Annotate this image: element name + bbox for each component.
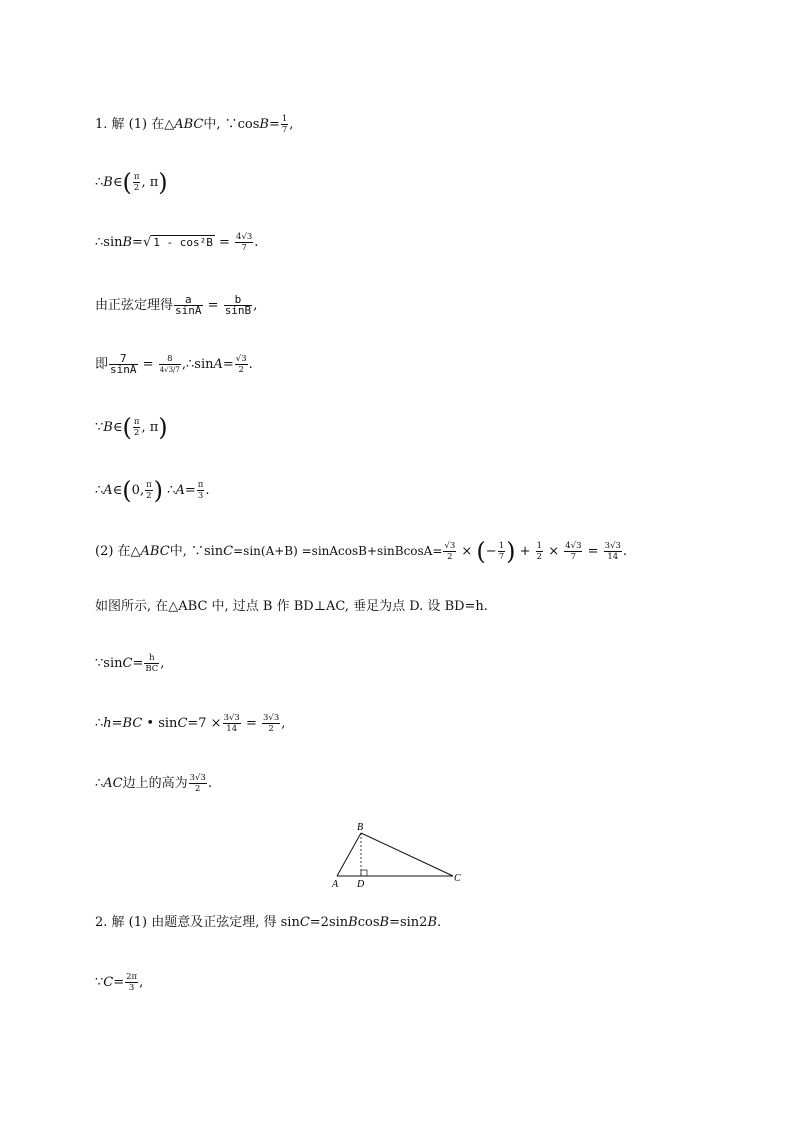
fraction [443,541,456,562]
text: × [457,544,477,559]
text: (2) 在△ [95,544,141,559]
den: 2 [133,428,140,438]
den: sinB [224,304,252,317]
fraction [224,295,253,316]
num: 3√3 [223,713,240,723]
text: ∈ [112,175,123,190]
text: = [222,357,234,372]
solution-1-line-12 [95,773,212,794]
num: 3√3 [263,713,280,723]
sqrt: 1 - cos²B [153,236,213,249]
var: B [348,915,358,930]
paren: ( [122,413,132,442]
fraction [604,541,622,562]
triangle-figure [328,820,468,892]
num: 3√3 [604,541,621,551]
paren: ( [476,537,486,566]
var: B [122,235,133,250]
text: = [132,235,143,250]
text: 2. 解 (1) 由题意及正弦定理, 得 sin [95,915,300,930]
text: , π [141,175,159,190]
text: 1. 解 (1) 在△ [95,117,175,132]
num: h [144,653,159,664]
den: 14 [607,552,619,562]
text: , [289,117,294,132]
solution-2-line-1 [95,914,441,932]
label-d: D [357,879,365,890]
paren: ( [122,168,132,197]
text: . [437,915,442,930]
fraction [536,541,543,562]
text: ∴ [95,483,104,498]
var: ABC [140,544,170,559]
text: ∈ [112,483,123,498]
den: 2 [447,552,453,562]
solution-2-line-2 [95,972,143,993]
fraction [144,653,159,674]
paren: ) [153,476,164,505]
text: 由正弦定理得 [95,298,174,313]
fraction [133,172,141,193]
solution-1-line-7 [95,476,210,505]
den: 7 [281,125,288,135]
fraction [564,541,582,562]
label-a: A [332,879,339,890]
solution-1-line-3: ∴sinB=√ 1 - cos²B = $\frac{4√3}{7}$ . [95,232,259,253]
var: B [103,420,113,435]
num: 1 [498,541,505,551]
text: × [544,544,564,559]
var: h=BC [103,716,143,731]
label-b: B [357,822,364,833]
text: ∈ [112,420,123,435]
text: . [248,357,253,372]
var: C [223,544,234,559]
fraction [125,972,138,993]
var: B [427,915,437,930]
solution-1-line-11 [95,713,285,734]
fraction [223,713,241,734]
var: A [103,483,113,498]
text: ∴ [95,716,104,731]
num: π [133,172,140,182]
text: = [113,975,125,990]
paren: ) [158,168,168,197]
num: √3 [235,354,247,364]
fraction [235,232,253,253]
var: AC [103,776,123,791]
var: A [175,483,185,498]
text: 中, ∵sin [169,544,224,559]
var: C [299,915,310,930]
num: 7 [109,354,138,365]
var: C [177,716,188,731]
solution-1-line-9 [95,598,488,616]
num: π [133,417,140,427]
num: 4√3 [565,541,582,551]
den: 2 [268,724,274,734]
text: , [281,716,286,731]
text: = [583,544,603,559]
den: 2 [238,365,244,375]
text: = [203,298,223,313]
den: BC [145,664,159,674]
text: =sin2 [389,915,428,930]
den: 3 [197,491,204,501]
num: a [174,295,203,306]
text: . [254,235,259,250]
solution-1-line-6 [95,413,168,442]
text: ∴ [95,175,104,190]
num: 1 [281,114,288,124]
side-bc [361,833,453,876]
var: B [259,117,269,132]
den: 2 [133,183,140,193]
text: ∵ [95,975,104,990]
fraction [189,773,207,794]
den: 4√3/7 [159,366,180,374]
text: 即 [95,357,109,372]
text: ∴ [95,776,104,791]
text: . [207,776,213,791]
right-angle-mark [361,870,367,876]
paren: ) [158,413,168,442]
num: π [197,480,204,490]
var: B [103,175,113,190]
solution-1-line-5 [95,354,253,375]
paren: ) [506,537,516,566]
text: cos [357,915,380,930]
var: C [122,656,133,671]
fraction [174,295,203,316]
den: sinA [110,363,137,376]
text: ∵ [95,420,104,435]
num: 1 [536,541,543,551]
fraction [197,480,205,501]
solution-1-line-4 [95,295,257,316]
fraction [498,541,505,562]
text: + [515,544,535,559]
solution-1-line-10 [95,653,164,674]
text: 边上的高为 [122,776,188,791]
den: 2 [195,784,201,794]
text: , [139,975,144,990]
text: . [205,483,210,498]
text: • sin [142,716,178,731]
num: 4√3 [236,232,253,242]
var: C [103,975,114,990]
side-ab [337,833,361,876]
text: = [184,483,196,498]
paren: ( [122,476,132,505]
text: =2sin [309,915,349,930]
fraction [281,114,288,135]
den: 7 [570,552,577,562]
text: = [268,117,280,132]
solution-1-line-2 [95,168,168,197]
var: B [379,915,390,930]
den: 7 [498,552,505,562]
den: 3 [128,983,135,993]
solution-1-line-8 [95,537,628,566]
text: 中, ∵cos [203,117,260,132]
text: , [253,298,258,313]
fraction [159,354,181,375]
num: 8 [159,354,181,365]
den: 7 [241,243,247,253]
text: = [132,656,144,671]
label-c: C [454,873,461,884]
den: 14 [226,724,238,734]
text: − [485,544,497,559]
den: 2 [146,491,152,501]
num: √3 [444,541,456,551]
text: = [214,235,235,250]
text: = [138,357,158,372]
text: = [241,716,261,731]
den: 2 [536,552,543,562]
fraction [235,354,248,375]
text: , π [141,420,159,435]
num: π [146,480,152,490]
text: . [622,544,628,559]
text: =sin(A+B) =sinAcosB+sinBcosA= [233,544,443,558]
num: 3√3 [189,773,206,783]
fraction [145,480,153,501]
fraction [109,354,138,375]
num: b [224,295,253,306]
text: , [160,656,165,671]
text: 如图所示, 在△ABC 中, 过点 B 作 BD⊥AC, 垂足为点 D. 设 BD=h. [95,599,488,614]
text: ,∴sin [181,357,214,372]
num: 2π [126,972,138,982]
fraction [133,417,141,438]
text: ∵sin [95,656,123,671]
text: 0, [131,483,145,498]
fraction [262,713,280,734]
var: A [213,357,223,372]
text: ∴sin [95,235,123,250]
var: ABC [174,117,204,132]
text: =7 × [187,716,222,731]
solution-1-line-1 [95,114,293,135]
text: ∴ [163,483,176,498]
den: sinA [175,304,202,317]
